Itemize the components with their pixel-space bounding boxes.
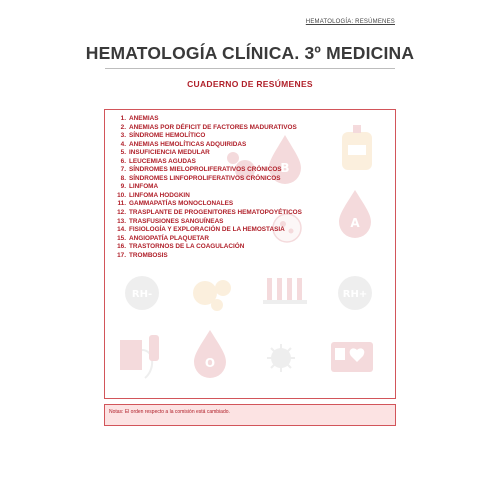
toc-label: LINFOMA: [129, 183, 159, 191]
toc-label: SÍNDROME HEMOLÍTICO: [129, 132, 206, 140]
toc-number: 4.: [120, 140, 126, 148]
toc-number: 7.: [120, 166, 126, 174]
toc-item: [115, 132, 302, 141]
toc-number: 3.: [120, 132, 126, 140]
toc-number: 13.: [117, 217, 126, 225]
toc-number: 6.: [120, 157, 126, 165]
running-head: HEMATOLOGÍA: RESÚMENES: [305, 19, 395, 25]
blood-bag-icon: [342, 125, 372, 170]
rh-positive-icon: [338, 276, 372, 310]
toc-item: [115, 175, 302, 184]
toc-number: 1.: [120, 115, 126, 122]
blood-drop-a-icon: [339, 190, 371, 238]
toc-item: [115, 226, 302, 235]
blood-cells-icon: [193, 280, 231, 311]
toc-number: 10.: [117, 191, 126, 199]
toc-item: [115, 218, 302, 227]
toc-item: [115, 183, 302, 192]
blood-type-b-label: B: [280, 161, 290, 175]
test-tubes-icon: [263, 278, 307, 304]
toc-label: LINFOMA HODGKIN: [129, 191, 190, 199]
blood-type-a-label: A: [350, 216, 360, 230]
virus-icon: [267, 344, 295, 372]
toc-label: ANEMIAS POR DÉFICIT DE FACTORES MADURATIVOS: [129, 123, 297, 131]
toc-label: TRASFUSIONES SANGUÍNEAS: [129, 217, 224, 225]
blood-type-o-label: O: [204, 356, 216, 370]
toc-item: [115, 243, 302, 252]
toc-label: LEUCEMIAS AGUDAS: [129, 157, 196, 165]
toc-label: ANEMIAS HEMOLÍTICAS ADQUIRIDAS: [129, 140, 247, 148]
donor-card-icon: [331, 342, 373, 372]
toc-item: [115, 141, 302, 150]
toc-item: [115, 158, 302, 167]
toc-label: ANGIOPATÍA PLAQUETAR: [129, 234, 209, 242]
toc-item: [115, 200, 302, 209]
toc-item: [115, 252, 302, 261]
toc-label: GAMMAPATÍAS MONOCLONALES: [129, 200, 234, 208]
toc-item: [115, 124, 302, 133]
blood-drop-o-icon: [194, 330, 226, 378]
notes-box: [104, 404, 396, 426]
toc-label: INSUFICIENCIA MEDULAR: [129, 149, 210, 157]
page-subtitle: CUADERNO DE RESÚMENES: [187, 79, 313, 89]
toc-number: 17.: [117, 251, 126, 259]
title-divider: [105, 68, 395, 69]
toc-label: SÍNDROMES LINFOPROLIFERATIVOS CRÓNICOS: [129, 174, 281, 182]
page-title: HEMATOLOGÍA CLÍNICA. 3º MEDICINA: [85, 43, 415, 63]
toc-number: 14.: [117, 226, 126, 234]
toc-number: 16.: [117, 243, 126, 251]
toc-label: SÍNDROMES MIELOPROLIFERATIVOS CRÓNICOS: [129, 166, 282, 174]
toc-number: 11.: [117, 200, 126, 208]
transfusion-icon: [120, 335, 159, 378]
toc-item: [115, 209, 302, 218]
toc-item: [115, 166, 302, 175]
rh-negative-label: RH-: [131, 289, 153, 300]
notes-text: Notas: El orden respecto a la comisión está cambiado.: [109, 409, 230, 415]
rh-negative-icon: [125, 276, 159, 310]
toc-label: FISIOLOGÍA Y EXPLORACIÓN DE LA HEMOSTASIA: [129, 226, 285, 234]
toc-number: 5.: [120, 149, 126, 157]
toc-number: 15.: [117, 234, 126, 242]
contents-box: [104, 109, 396, 399]
toc-number: 9.: [120, 183, 126, 191]
toc-label: ANEMIAS: [129, 115, 159, 122]
toc-number: 8.: [120, 174, 126, 182]
toc-item: [115, 115, 302, 124]
table-of-contents: [115, 115, 302, 260]
rh-positive-label: RH+: [342, 289, 368, 300]
toc-label: TROMBOSIS: [129, 251, 168, 259]
toc-item: [115, 149, 302, 158]
toc-label: TRASTORNOS DE LA COAGULACIÓN: [129, 243, 245, 251]
toc-number: 2.: [120, 123, 126, 131]
toc-label: TRASPLANTE DE PROGENITORES HEMATOPOYÉTICOS: [129, 209, 302, 217]
toc-item: [115, 235, 302, 244]
toc-number: 12.: [117, 209, 126, 217]
